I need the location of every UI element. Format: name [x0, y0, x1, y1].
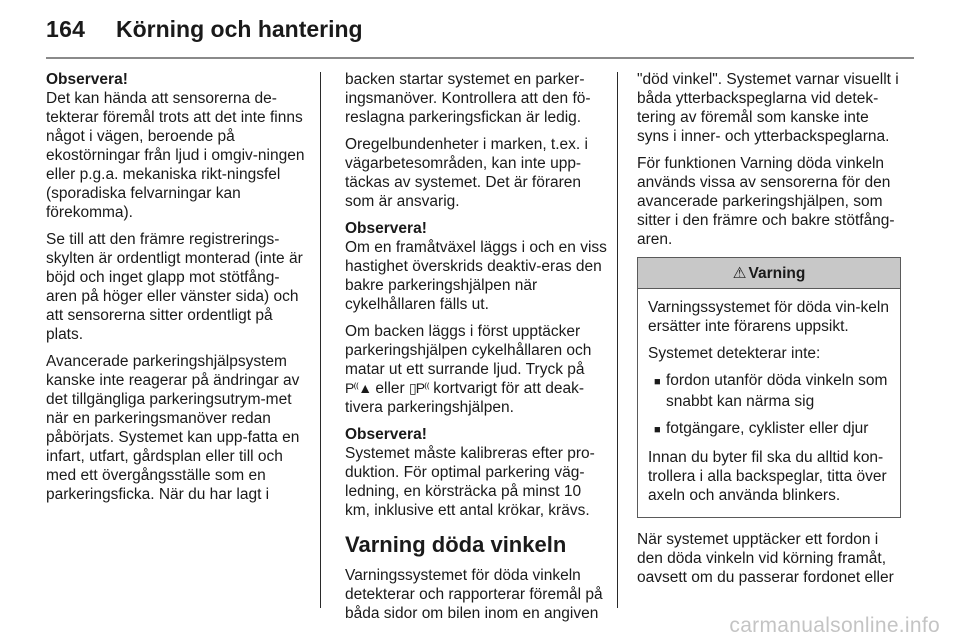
- warning-list: [648, 371, 890, 440]
- paragraph-text: eller: [375, 380, 405, 397]
- paragraph: backen startar systemet en parker-ingsmanöver. Kontrollera att den fö-reslagna parkeringsfickan är ledig.: [345, 71, 591, 126]
- paragraph-text: kortvarigt för att deak-tivera parkeringshjälpen.: [345, 380, 584, 416]
- paragraph: När systemet upptäcker ett fordon i den döda vinkeln vid körning framåt, oavsett om du passerar fordonet eller: [637, 531, 894, 586]
- list-item: [648, 371, 890, 411]
- paragraph: Oregelbundenheter i marken, t.ex. i vägarbetesområden, kan inte upp-täckas av systemet. Det är föraren som är ansvarig.: [345, 136, 588, 210]
- column-divider-right: [617, 72, 618, 608]
- list-item: [648, 419, 890, 440]
- paragraph: Se till att den främre registrerings-skylten är ordentligt monterad (inte är böjd och inget glapp mot stötfång-aren på höger eller vänster sida) och att sensorerna sitter ordentligt på plats.: [46, 231, 303, 343]
- warning-paragraph: Systemet detekterar inte:: [648, 345, 821, 362]
- column-1: [46, 70, 310, 512]
- bullet-icon: ■: [654, 424, 661, 436]
- warning-box: [637, 257, 901, 518]
- note-title: Observera!: [345, 220, 427, 237]
- column-3: [637, 70, 901, 595]
- page-number: 164: [46, 16, 86, 42]
- bullet-icon: ■: [654, 376, 661, 388]
- note-1: [46, 70, 310, 222]
- warning-title: Varning: [748, 265, 806, 282]
- list-item-text: fotgängare, cyklister eller djur: [666, 420, 869, 437]
- list-item-text: fordon utanför döda vinkeln som snabbt kan närma sig: [666, 372, 888, 410]
- note-3: [345, 425, 609, 520]
- paragraph: Avancerade parkeringshjälpsystem kanske inte reagerar på ändringar av det tillgängliga parkeringsutrym-met när en parkeringsmanöver redan påbörjats. Systemet kan upp-fatta en infart, utfart, gårdsplan eller till och med ett övergångsställe som en parkeringsficka. När du har lagt i: [46, 353, 300, 503]
- warning-header: [638, 258, 900, 289]
- note-body: Systemet måste kalibreras efter pro-duktion. För optimal parkering väg-ledning, en körsträcka på minst 10 km, inklusive ett antal krökar, krävs.: [345, 445, 595, 519]
- warning-triangle-icon: ⚠: [732, 265, 747, 282]
- note-title: Observera!: [46, 71, 128, 88]
- parking-assist-icon: P⁽⁽▲: [345, 380, 372, 396]
- note-body: Om en framåtväxel läggs i och en viss hastighet överskrids deaktiv-eras den bakre parkeringshjälpen när cykelhållaren fälls ut.: [345, 239, 607, 313]
- warning-paragraph: Innan du byter fil ska du alltid kon-trollera i alla backspeglar, titta över axeln och använda blinkers.: [648, 449, 887, 504]
- paragraph-text: Om backen läggs i först upptäcker parkeringshjälpen cykelhållaren och matar ut ett surrande ljud. Tryck på: [345, 323, 592, 378]
- watermark: carmanualsonline.info: [729, 614, 940, 637]
- warning-body: [638, 289, 900, 517]
- paragraph: För funktionen Varning döda vinkeln används vissa av sensorerna för den avancerade parkeringshjälpen, som sitter i den främre och bakre stötfång-aren.: [637, 155, 895, 248]
- column-2: [345, 70, 609, 631]
- note-2: [345, 219, 609, 314]
- paragraph-with-symbols: [345, 322, 609, 417]
- note-title: Observera!: [345, 426, 427, 443]
- paragraph: "död vinkel". Systemet varnar visuellt i båda ytterbackspeglarna vid detek-tering av föremål som kanske inte syns i inner- och ytterbackspeglarna.: [637, 71, 899, 145]
- page-title: Körning och hantering: [116, 16, 363, 42]
- warning-paragraph: Varningssystemet för döda vin-keln ersätter inte förarens uppsikt.: [648, 299, 889, 335]
- column-divider-left: [320, 72, 321, 608]
- section-heading: Varning döda vinkeln: [345, 532, 567, 557]
- park-pilot-icon: ▯P⁽⁽: [409, 380, 429, 396]
- header-rule: [46, 57, 914, 59]
- paragraph: Varningssystemet för döda vinkeln detekterar och rapporterar föremål på båda sidor om bilen inom en angiven: [345, 567, 603, 622]
- note-body: Det kan hända att sensorerna de-tekterar föremål trots att det inte finns något i vägen, beroende på ekostörningar från ljud i omgiv-ningen eller p.g.a. mekaniska rikt-ningsfel (sporadiska felvarningar kan förekomma).: [46, 90, 305, 221]
